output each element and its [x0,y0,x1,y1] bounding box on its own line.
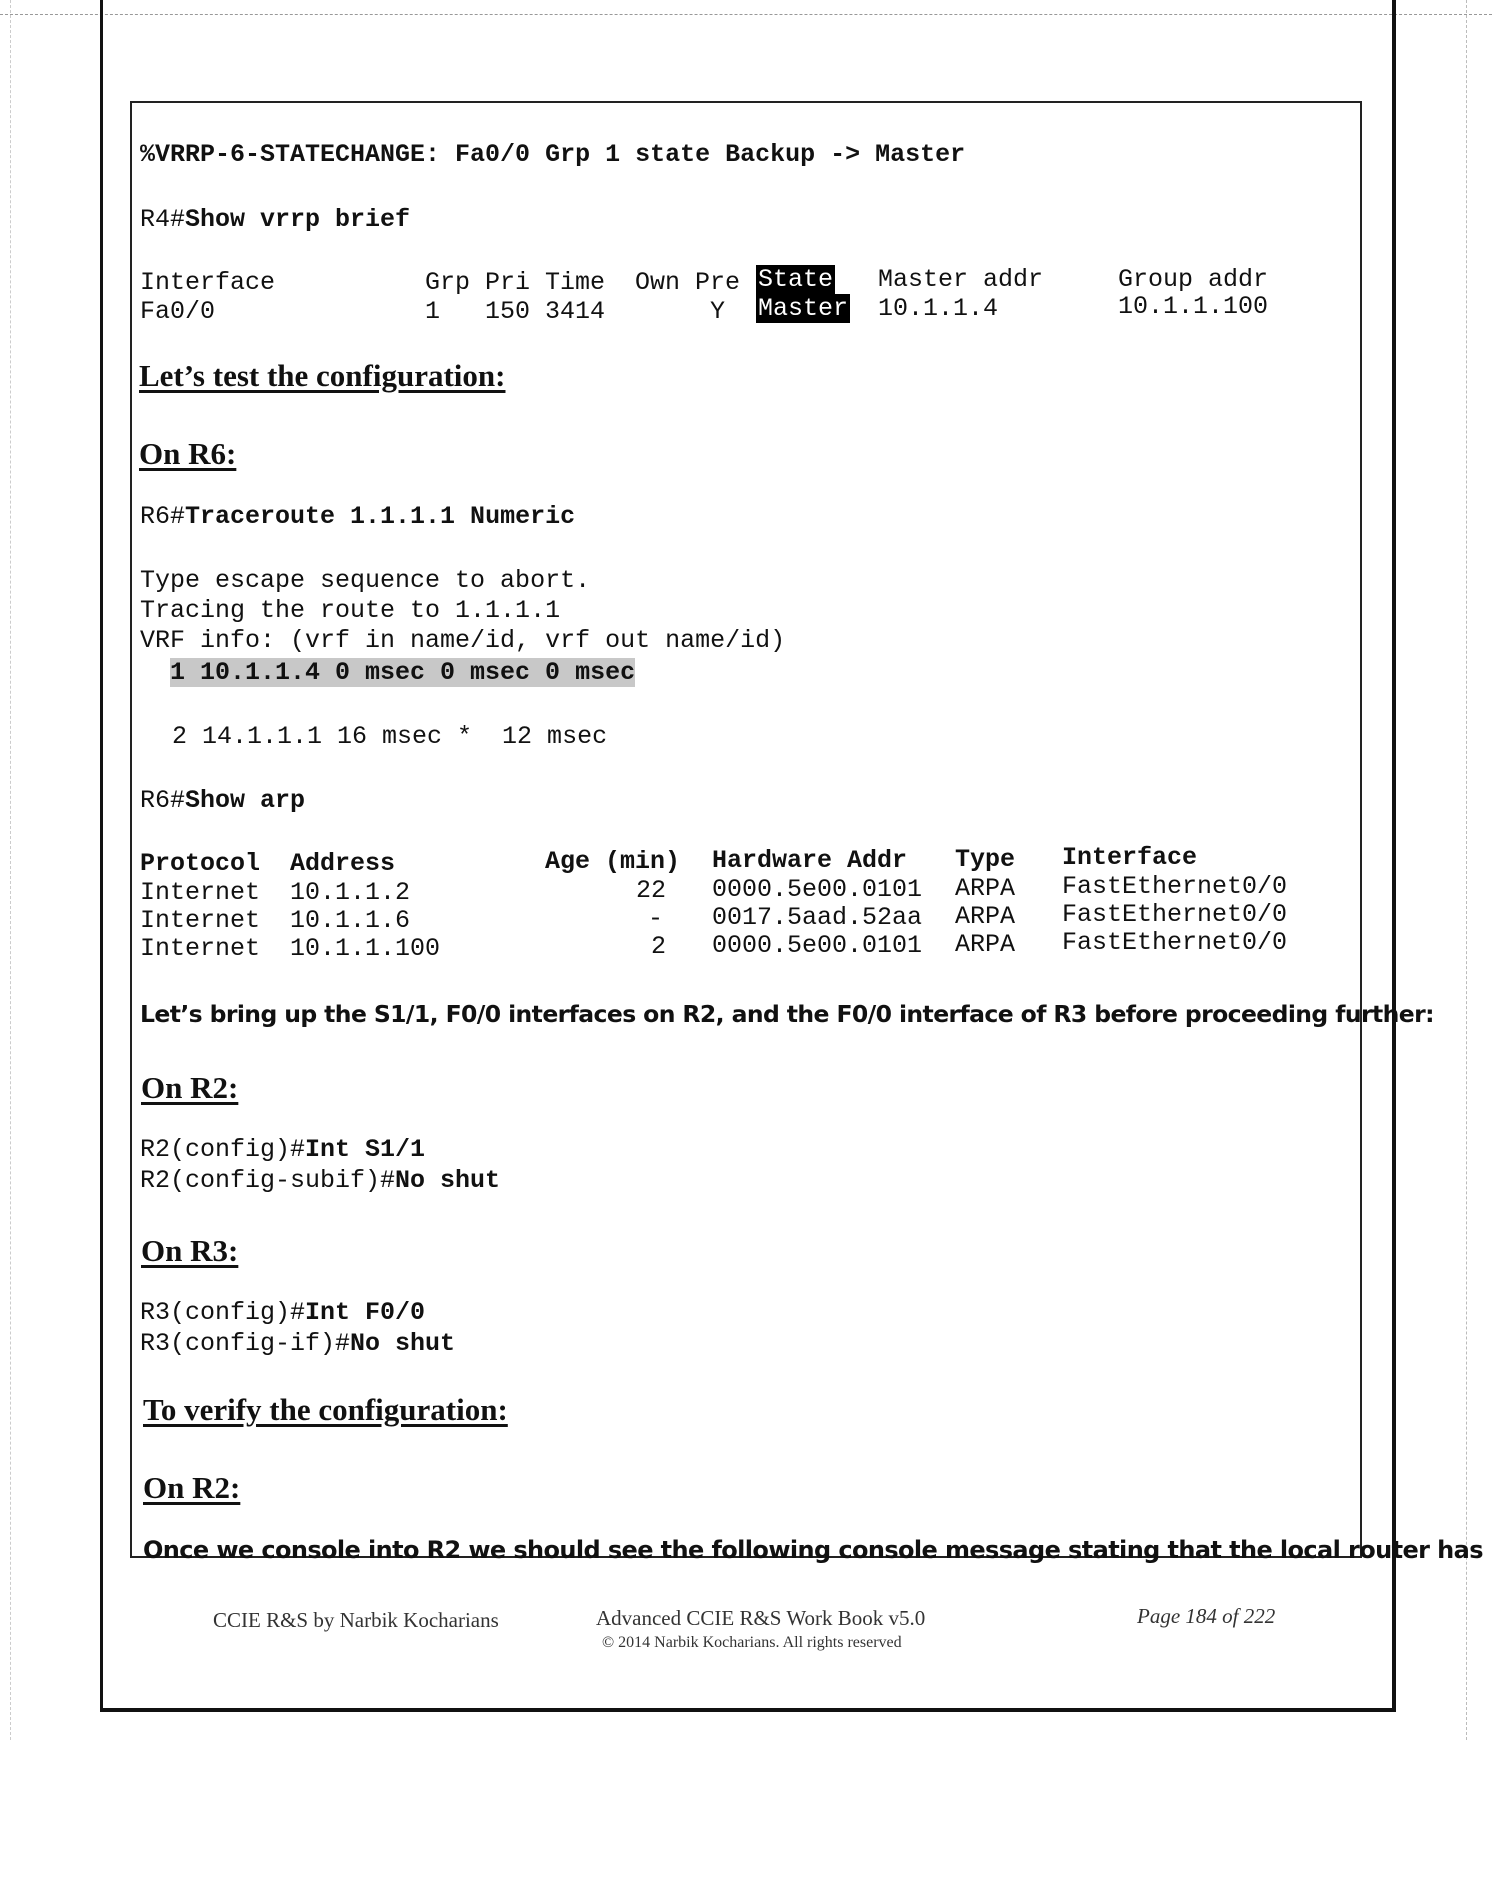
bring-up-instructions: Let’s bring up the S1/1, F0/0 interfaces on R2, and the F0/0 interface of R3 before proceeding further: [140,1000,1434,1028]
console-message-intro: Once we console into R2 we should see the following console message stating that the local router has [143,1536,1483,1564]
traceroute-hop-2: 2 14.1.1.1 16 msec * 12 msec [172,722,608,751]
footer-book-title: Advanced CCIE R&S Work Book v5.0 [596,1606,926,1630]
arp-row-2-age: - [648,904,664,933]
arp-row-3-interface: FastEthernet0/0 [1062,928,1288,957]
vrrp-row-interface: Fa0/0 [140,297,216,326]
traceroute-hop-1: 1 10.1.1.4 0 msec 0 msec 0 msec [170,658,636,687]
heading-verify-config: To verify the configuration: [143,1392,508,1427]
arp-command-line: R6#Show arp [140,786,306,815]
vrrp-row-group-addr: 10.1.1.100 [1118,292,1269,321]
footer-page-number: Page 184 of 222 [1137,1604,1276,1628]
arp-header-type: Type [955,845,1016,874]
arp-row-1-type: ARPA [955,874,1016,903]
arp-header-hardware: Hardware Addr [712,846,908,875]
arp-header-address: Address [290,849,396,878]
vrrp-header-state: State [758,265,834,294]
r3-config-line-1: R3(config)#Int F0/0 [140,1298,426,1327]
arp-row-3-age: 2 [651,932,667,961]
vrrp-row-master-addr: 10.1.1.4 [878,294,999,323]
arp-row-3-hardware: 0000.5e00.0101 [712,931,923,960]
r4-command-line: R4#Show vrrp brief [140,205,411,234]
vrrp-header-interface: Interface [140,268,276,297]
scan-left-edge [10,0,11,1740]
vrrp-row-time: 3414 [545,297,606,326]
heading-on-r2: On R2: [141,1070,239,1105]
traceroute-output-1: Type escape sequence to abort. [140,566,591,595]
arp-header-protocol: Protocol [140,849,261,878]
arp-row-1-hardware: 0000.5e00.0101 [712,875,923,904]
r2-config-line-2: R2(config-subif)#No shut [140,1166,501,1195]
traceroute-output-2: Tracing the route to 1.1.1.1 [140,596,561,625]
arp-row-3-type: ARPA [955,930,1016,959]
arp-row-3-address: 10.1.1.100 [290,934,441,963]
vrrp-header-pri: Pri [485,268,531,297]
vrrp-row-state: Master [758,294,849,323]
arp-row-1-interface: FastEthernet0/0 [1062,872,1288,901]
arp-row-2-interface: FastEthernet0/0 [1062,900,1288,929]
vrrp-header-master-addr: Master addr [878,265,1044,294]
arp-header-age: Age (min) [545,847,681,876]
arp-row-2-protocol: Internet [140,906,261,935]
vrrp-header-own: Own [635,268,681,297]
heading-on-r3: On R3: [141,1233,239,1268]
arp-row-2-address: 10.1.1.6 [290,906,411,935]
vrrp-row-pre: Y [710,297,726,326]
arp-row-1-age: 22 [636,876,667,905]
heading-on-r6: On R6: [139,436,237,471]
footer-author: CCIE R&S by Narbik Kocharians [213,1608,499,1632]
arp-row-3-protocol: Internet [140,934,261,963]
traceroute-output-3: VRF info: (vrf in name/id, vrf out name/id) [140,626,786,655]
r2-config-line-1: R2(config)#Int S1/1 [140,1135,426,1164]
arp-row-2-type: ARPA [955,902,1016,931]
vrrp-header-grp: Grp [425,268,471,297]
vrrp-header-time: Time [545,268,606,297]
heading-on-r2-verify: On R2: [143,1470,241,1505]
r3-config-line-2: R3(config-if)#No shut [140,1329,456,1358]
traceroute-command-line: R6#Traceroute 1.1.1.1 Numeric [140,502,576,531]
vrrp-row-pri: 150 [485,297,531,326]
vrrp-header-pre: Pre [695,268,741,297]
footer-copyright: © 2014 Narbik Kocharians. All rights reserved [602,1634,902,1651]
arp-row-2-hardware: 0017.5aad.52aa [712,903,923,932]
arp-row-1-address: 10.1.1.2 [290,878,411,907]
vrrp-row-grp: 1 [425,297,441,326]
arp-row-1-protocol: Internet [140,878,261,907]
statechange-log: %VRRP-6-STATECHANGE: Fa0/0 Grp 1 state Backup -> Master [140,140,966,169]
heading-test-config: Let’s test the configuration: [139,358,506,393]
vrrp-header-group-addr: Group addr [1118,265,1269,294]
scan-right-edge [1466,0,1467,1740]
arp-header-interface: Interface [1062,843,1198,872]
